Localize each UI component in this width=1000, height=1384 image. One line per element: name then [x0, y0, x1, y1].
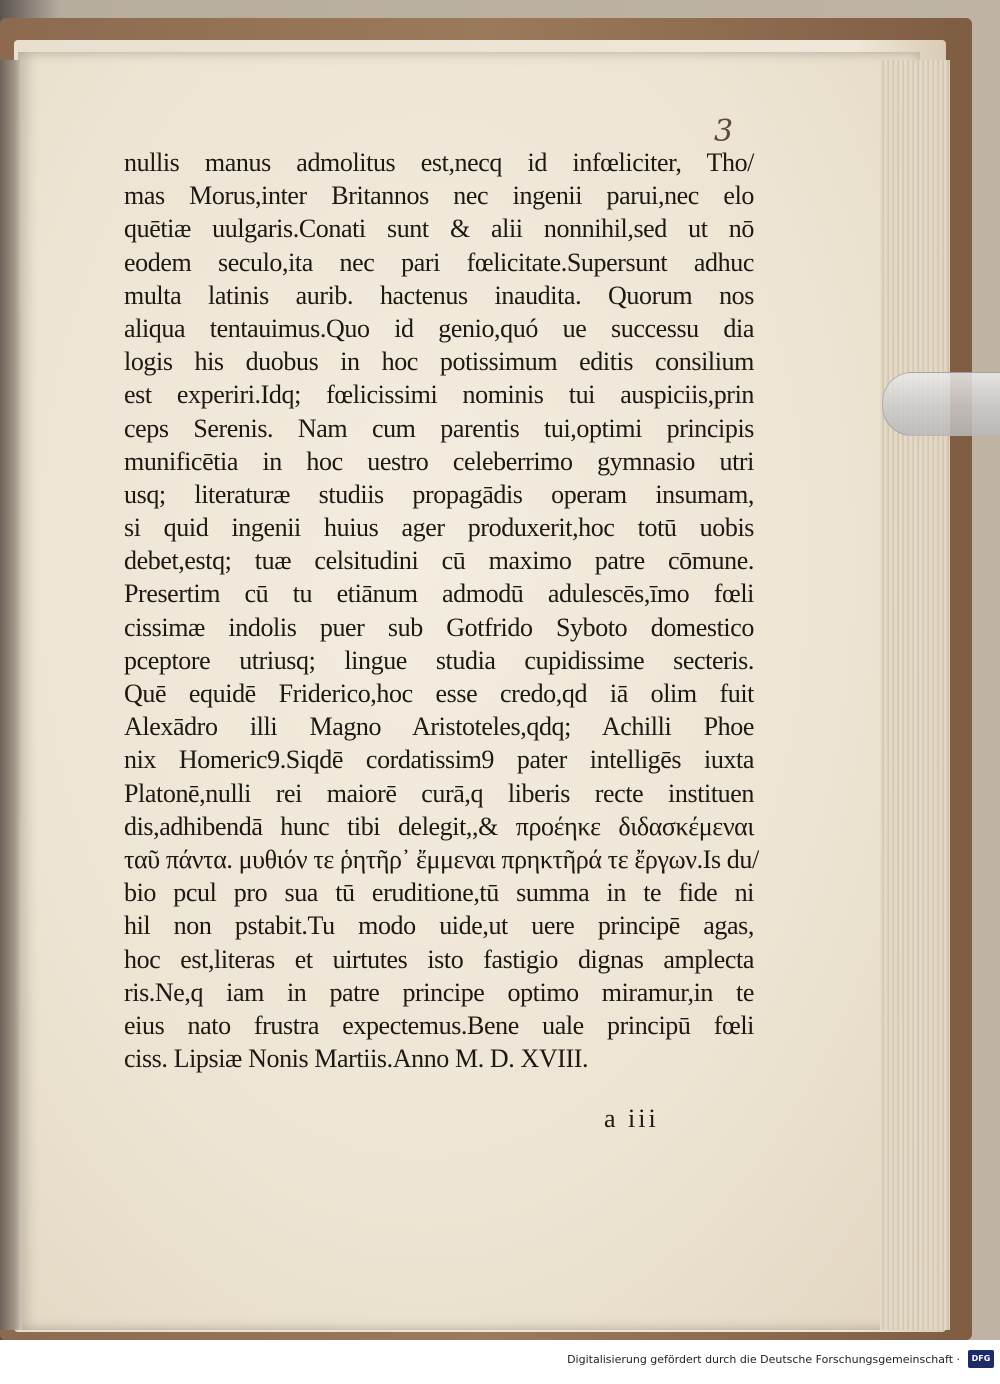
- text-line: debet,estq; tuæ celsitudini cū maximo patre cōmune.: [124, 546, 754, 576]
- text-line: ris.Ne,q iam in patre principe optimo miramur,in te: [124, 977, 754, 1007]
- text-line: hoc est,literas et uirtutes isto fastigio dignas amplecta: [124, 944, 754, 974]
- text-line: munificētia in hoc uestro celeberrimo gymnasio utri: [124, 446, 754, 476]
- page-text-block: [124, 146, 759, 1075]
- text-line: si quid ingenii huius ager produxerit,hoc totū uobis: [124, 513, 754, 543]
- page-edges: [880, 60, 950, 1330]
- text-line: dis,adhibendā hunc tibi delegit,,& προέηκε διδασκέμεναι: [124, 811, 754, 841]
- text-line: eius nato frustra expectemus.Bene uale principū fœli: [124, 1010, 754, 1040]
- text-line: usq; literaturæ studiis propagādis operam insumam,: [124, 479, 754, 509]
- text-line: multa latinis aurib. hactenus inaudita. Quorum nos: [124, 280, 754, 310]
- text-line: nullis manus admolitus est,necq id infœliciter, Tho/: [124, 148, 754, 177]
- text-line: est experiri.Idq; fœlicissimi nominis tui auspiciis,prin: [124, 380, 754, 410]
- text-line: logis his duobus in hoc potissimum editis consilium: [124, 347, 754, 377]
- text-line: ciss. Lipsiæ Nonis Martiis.Anno M. D. XVIII.: [124, 1044, 589, 1074]
- text-line: eodem seculo,ita nec pari fœlicitate.Supersunt adhuc: [124, 247, 754, 277]
- dfg-logo-icon: DFG: [968, 1350, 994, 1368]
- text-line: bio pcul pro sua tū eruditione,tū summa in te fide ni: [124, 878, 754, 908]
- text-line: quētiæ uulgaris.Conati sunt & alii nonnihil,sed ut nō: [124, 214, 754, 244]
- funding-credit: Digitalisierung gefördert durch die Deutsche Forschungsgemeinschaft ·: [567, 1353, 960, 1366]
- text-line: pceptore utriusq; lingue studia cupidissime secteris.: [124, 645, 754, 675]
- text-line: nix Homeric9.Siqdē cordatissim9 pater intelligēs iuxta: [124, 745, 754, 775]
- text-line: Platonē,nulli rei maiorē curā,q liberis recte instituen: [124, 778, 754, 808]
- text-line: Presertim cū tu etiānum admodū adulescēs,īmo fœli: [124, 579, 754, 609]
- folio-number: 3: [714, 114, 734, 149]
- text-line: hil non pstabit.Tu modo uide,ut uere principē agas,: [124, 911, 754, 941]
- text-line: Quē equidē Friderico,hoc esse credo,qd iā olim fuit: [124, 679, 754, 708]
- page-holder-clip: [882, 372, 1000, 436]
- text-line: ταῦ πάντα. μυθιόν τε ῥητῆρ᾽ ἔμμεναι πρηκτῆρά τε ἔργων.Is du/: [124, 844, 759, 874]
- text-line: ceps Serenis. Nam cum parentis tui,optimi principis: [124, 413, 754, 443]
- footer-bar: [0, 1340, 1000, 1384]
- text-line: Alexādro illi Magno Aristoteles,qdq; Achilli Phoe: [124, 712, 754, 742]
- text-line: cissimæ indolis puer sub Gotfrido Syboto domestico: [124, 612, 754, 642]
- text-line: aliqua tentauimus.Quo id genio,quó ue successu dia: [124, 313, 754, 343]
- text-line: mas Morus,inter Britannos nec ingenii parui,nec elo: [124, 181, 754, 211]
- signature-mark: a iii: [604, 1104, 659, 1133]
- book-spine: [0, 60, 22, 1330]
